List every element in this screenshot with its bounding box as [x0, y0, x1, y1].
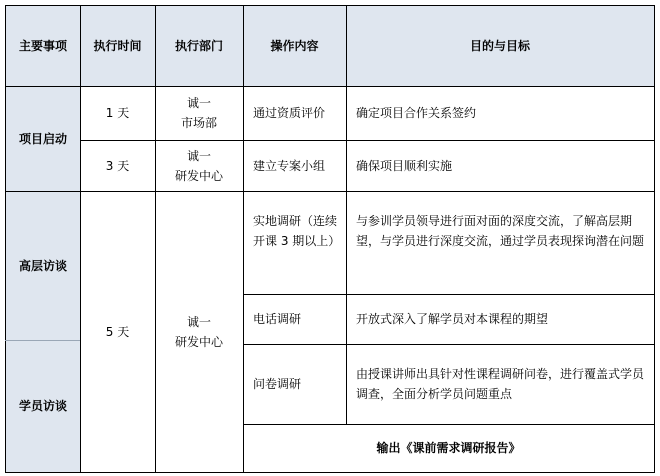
- activity2-content: 电话调研: [253, 312, 302, 326]
- row1-time: 1 天: [105, 106, 130, 120]
- hline-header: [5, 86, 655, 87]
- header-dept: 执行部门: [155, 6, 243, 86]
- hline-section-divider: [5, 340, 80, 341]
- header-content: 操作内容: [243, 6, 346, 86]
- header-time: 执行时间: [80, 6, 155, 86]
- activity1-content: 实地调研（连续开课 3 期以上）: [253, 214, 341, 248]
- activity3-content: 问卷调研: [253, 377, 302, 391]
- hline-activity1: [243, 294, 655, 295]
- merged-time: 5 天: [105, 324, 130, 339]
- row1-dept-line2: 市场部: [180, 116, 217, 130]
- hline-row1: [80, 140, 655, 141]
- row1-content: 通过资质评价: [253, 106, 326, 120]
- merged-dept: [155, 191, 243, 472]
- merged-dept-line1: 诚一: [186, 314, 211, 329]
- hline-activity2: [243, 344, 655, 345]
- border-right: [654, 5, 655, 473]
- activity2-goal: 开放式深入了解学员对本课程的期望: [356, 312, 549, 326]
- vline-2: [155, 5, 156, 473]
- vline-4: [346, 5, 347, 425]
- row2-dept: [155, 140, 243, 191]
- border-left: [5, 5, 6, 473]
- vline-1: [80, 5, 81, 473]
- hline-activity3: [243, 424, 655, 425]
- row2-dept-line1: 诚一: [186, 148, 211, 163]
- section-student-interview: 学员访谈: [6, 340, 80, 472]
- header-item: 主要事项: [6, 6, 80, 86]
- output-report: 输出《课前需求调研报告》: [376, 441, 521, 455]
- section-executive-interview: 高层访谈: [6, 191, 80, 340]
- merged-dept-line2: 研发中心: [174, 334, 223, 349]
- row2-dept-line2: 研发中心: [174, 168, 223, 183]
- vline-3: [243, 5, 244, 473]
- header-goal: 目的与目标: [346, 6, 654, 86]
- border-top: [5, 5, 655, 6]
- border-bottom: [5, 472, 655, 473]
- row1-dept: [155, 86, 243, 140]
- row2-content: 建立专案小组: [253, 158, 326, 173]
- row2-goal: 确保项目顺利实施: [356, 158, 453, 173]
- row1-dept-line1: 诚一: [186, 96, 211, 110]
- row2-time: 3 天: [105, 158, 130, 173]
- activity1-goal: 与参训学员领导进行面对面的深度交流，了解高层期望，与学员进行深度交流，通过学员表现探询潜在问题: [356, 214, 645, 248]
- row1-goal: 确定项目合作关系签约: [356, 106, 477, 120]
- activity3-goal: 由授课讲师出具针对性课程调研问卷，进行覆盖式学员调查，全面分析学员问题重点: [356, 367, 645, 401]
- hline-startup: [5, 191, 655, 192]
- section-startup: 项目启动: [6, 86, 80, 191]
